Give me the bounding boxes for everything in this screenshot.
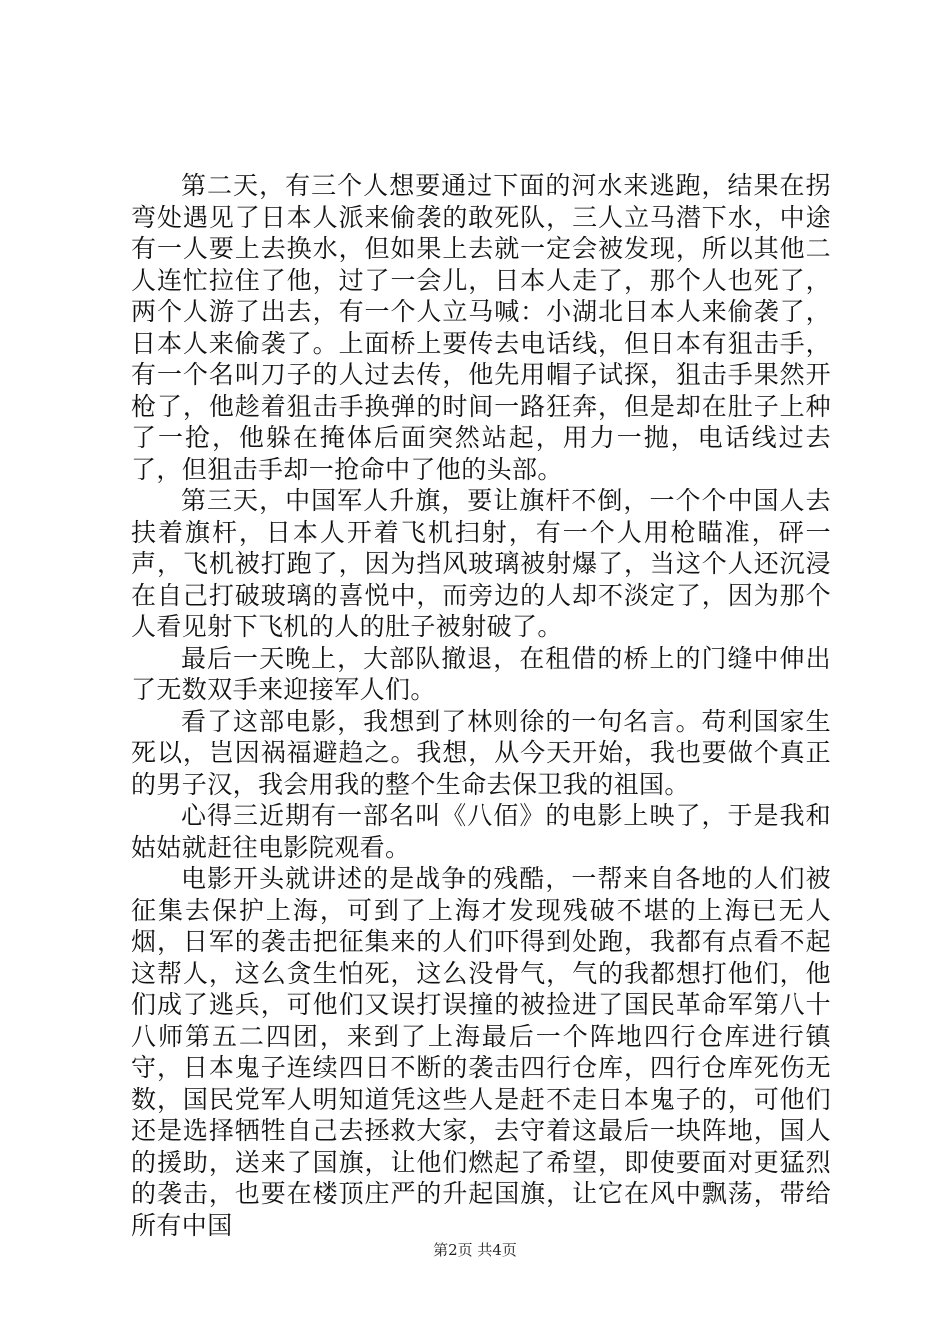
paragraph-day-three: 第三天，中国军人升旗，要让旗杆不倒，一个个中国人去扶着旗杆，日本人开着飞机扫射，有一个人用枪瞄准，砰一声，飞机被打跑了，因为挡风玻璃被射爆了，当这个人还沉浸在自己打破玻璃的喜悦中，而旁边的人却不淡定了，因为那个人看见射下飞机的人的肚子被射破了。 <box>131 486 831 641</box>
paragraph-reflection: 看了这部电影，我想到了林则徐的一句名言。苟利国家生死以，岂因祸福避趋之。我想，从今天开始，我也要做个真正的男子汉，我会用我的整个生命去保卫我的祖国。 <box>131 706 831 799</box>
paragraph-movie-opening: 电影开头就讲述的是战争的残酷，一帮来自各地的人们被征集去保护上海，可到了上海才发现残破不堪的上海已无人烟，日军的袭击把征集来的人们吓得到处跑，我都有点看不起这帮人，这么贪生怕死，这么没骨气，气的我都想打他们，他们成了逃兵，可他们又误打误撞的被捡进了国民革命军第八十八师第五二四团，来到了上海最后一个阵地四行仓库进行镇守，日本鬼子连续四日不断的袭击四行仓库，四行仓库死伤无数，国民党军人明知道凭这些人是赶不走日本鬼子的，可他们还是选择牺牲自己去拯救大家，去守着这最后一块阵地，国人的援助，送来了国旗，让他们燃起了希望，即使要面对更猛烈的袭击，也要在楼顶庄严的升起国旗，让它在风中飘荡，带给所有中国 <box>131 864 831 1240</box>
document-body <box>131 170 831 1241</box>
paragraph-last-day: 最后一天晚上，大部队撤退，在租借的桥上的门缝中伸出了无数双手来迎接军人们。 <box>131 643 831 704</box>
page-number-footer: 第2页 共4页 <box>433 1241 517 1259</box>
paragraph-essay-three-intro: 心得三近期有一部名叫《八佰》的电影上映了，于是我和姑姑就赶往电影院观看。 <box>131 801 831 862</box>
paragraph-day-two: 第二天，有三个人想要通过下面的河水来逃跑，结果在拐弯处遇见了日本人派来偷袭的敢死队，三人立马潜下水，中途有一人要上去换水，但如果上去就一定会被发现，所以其他二人连忙拉住了他，过了一会儿，日本人走了，那个人也死了，两个人游了出去，有一个人立马喊：小湖北日本人来偷袭了，日本人来偷袭了。上面桥上要传去电话线，但日本有狙击手，有一个名叫刀子的人过去传，他先用帽子试探，狙击手果然开枪了，他趁着狙击手换弹的时间一路狂奔，但是却在肚子上种了一抢，他躲在掩体后面突然站起，用力一抛，电话线过去了，但狙击手却一抢命中了他的头部。 <box>131 171 831 484</box>
